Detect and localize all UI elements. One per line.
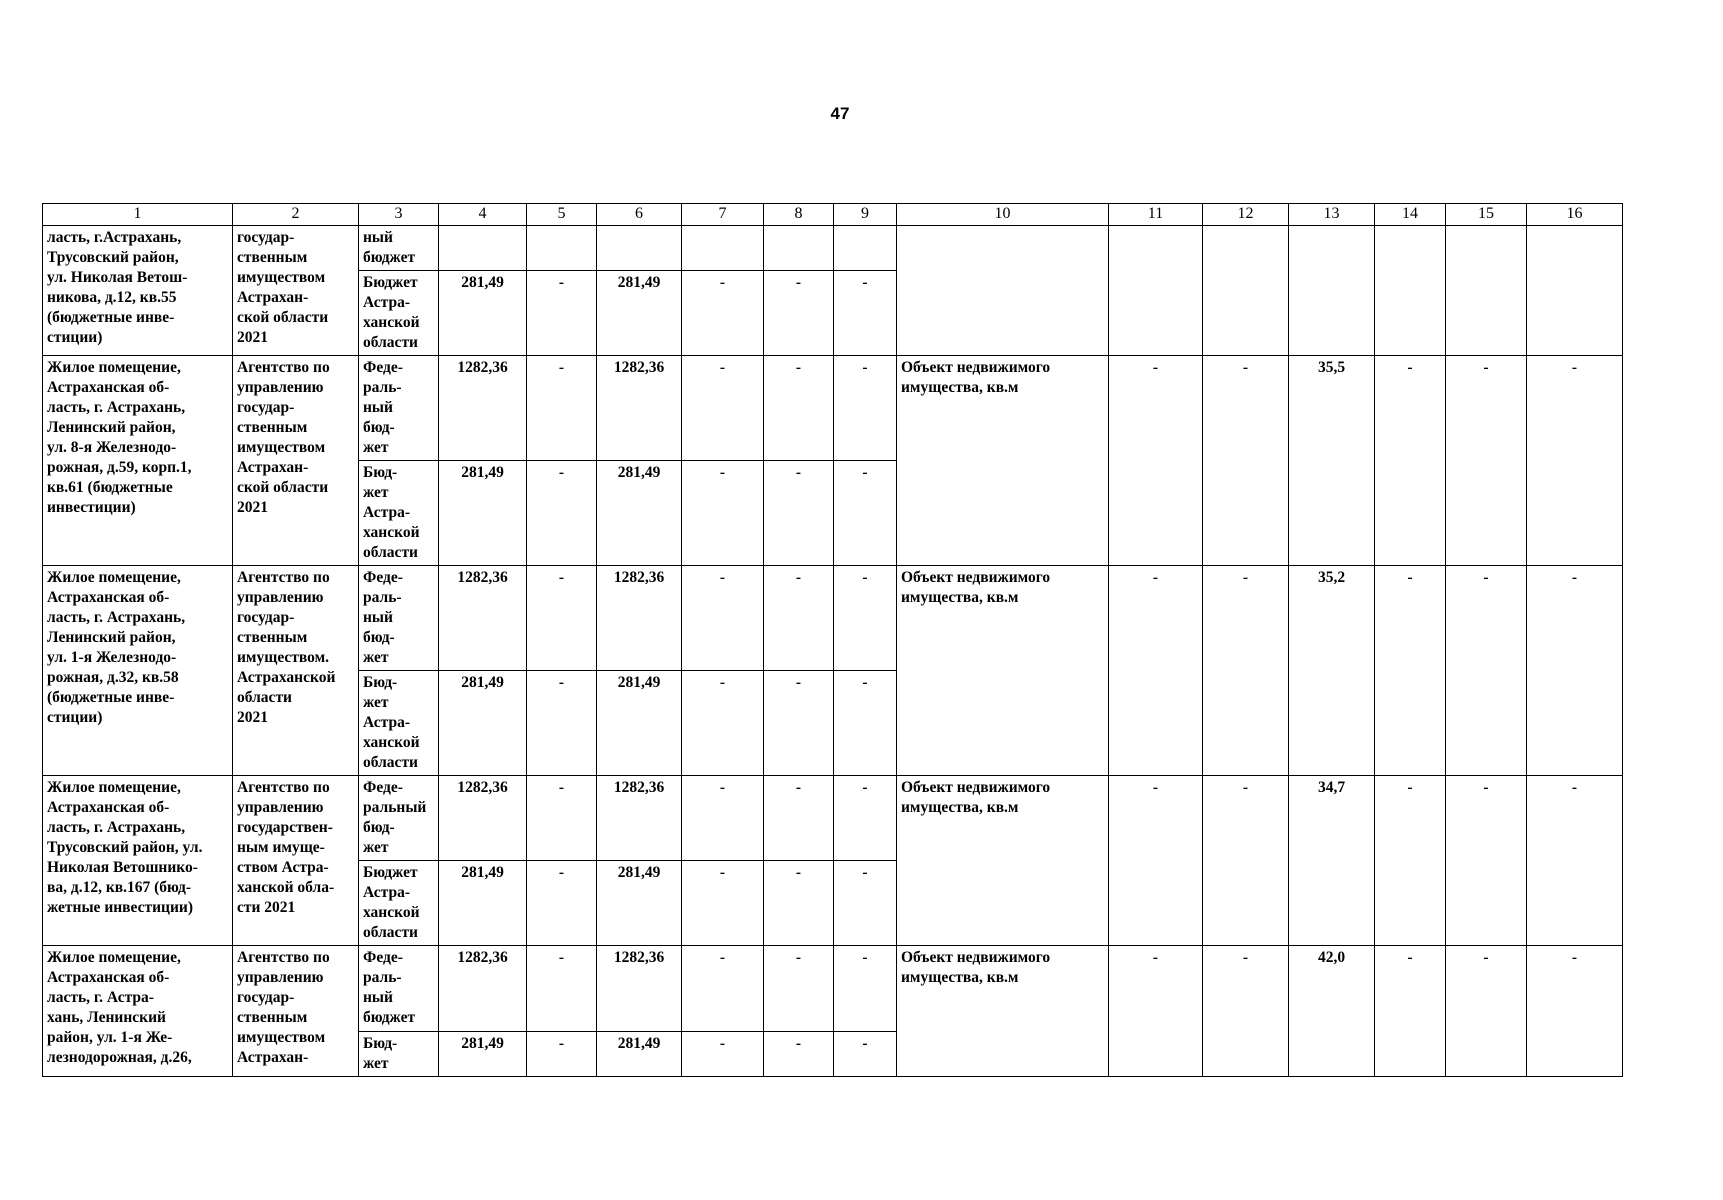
indicator-value-col12 <box>1203 226 1289 356</box>
funding-source-cell: Феде- раль- ный бюд- жет <box>359 356 439 461</box>
amount-cell-col7: - <box>682 1032 764 1077</box>
table-header-row <box>43 204 1623 226</box>
amount-cell-col4: 281,49 <box>439 1032 527 1077</box>
amount-cell-col7: - <box>682 271 764 356</box>
amount-cell-col4: 1282,36 <box>439 946 527 1032</box>
amount-cell-col6: 1282,36 <box>597 946 682 1032</box>
indicator-value-col13: 35,5 <box>1289 356 1375 566</box>
object-description-cell: Жилое помещение, Астраханская об- ласть, г. Астрахань, Ленинский район, ул. 8-я Железнодо- рожная, д.59, корп.1, кв.61 (бюджетные инвестиции) <box>43 356 233 566</box>
table-row <box>43 356 1623 461</box>
responsible-agency-cell: Агентство по управлению государ- ственным имуществом Астрахан- <box>233 946 359 1077</box>
amount-cell-col7: - <box>682 671 764 776</box>
responsible-agency-cell: Агентство по управлению государствен- ным имуще- ством Астра- ханской обла- сти 2021 <box>233 776 359 946</box>
amount-cell-col5: - <box>527 271 597 356</box>
amount-cell-col8: - <box>764 776 834 861</box>
indicator-value-col11: - <box>1109 566 1203 776</box>
funding-source-cell: ный бюджет <box>359 226 439 271</box>
amount-cell-col8: - <box>764 1032 834 1077</box>
indicator-value-col13: 34,7 <box>1289 776 1375 946</box>
indicator-value-col14: - <box>1375 566 1446 776</box>
column-header-7: 7 <box>682 204 764 226</box>
indicator-value-col11: - <box>1109 946 1203 1077</box>
object-description-cell: Жилое помещение, Астраханская об- ласть, г. Астрахань, Ленинский район, ул. 1-я Железнодо- рожная, д.32, кв.58 (бюджетные инве- стиции) <box>43 566 233 776</box>
amount-cell-col4: 281,49 <box>439 861 527 946</box>
table-row <box>43 776 1623 861</box>
amount-cell-col5: - <box>527 776 597 861</box>
indicator-value-col15: - <box>1446 566 1527 776</box>
amount-cell-col7: - <box>682 861 764 946</box>
column-header-16: 16 <box>1527 204 1623 226</box>
indicator-value-col13 <box>1289 226 1375 356</box>
column-header-11: 11 <box>1109 204 1203 226</box>
amount-cell-col6: 1282,36 <box>597 356 682 461</box>
column-header-12: 12 <box>1203 204 1289 226</box>
column-header-5: 5 <box>527 204 597 226</box>
indicator-value-col11: - <box>1109 776 1203 946</box>
amount-cell-col9: - <box>834 566 897 671</box>
funding-source-cell: Бюджет Астра- ханской области <box>359 271 439 356</box>
column-header-13: 13 <box>1289 204 1375 226</box>
indicator-name-cell: Объект недвижимого имущества, кв.м <box>897 776 1109 946</box>
amount-cell-col8: - <box>764 946 834 1032</box>
indicator-value-col15 <box>1446 226 1527 356</box>
amount-cell-col8 <box>764 226 834 271</box>
table-body <box>43 226 1623 1077</box>
amount-cell-col6: 1282,36 <box>597 776 682 861</box>
responsible-agency-cell: государ- ственным имуществом Астрахан- ской области 2021 <box>233 226 359 356</box>
indicator-value-col14: - <box>1375 776 1446 946</box>
indicator-value-col16: - <box>1527 776 1623 946</box>
amount-cell-col7: - <box>682 946 764 1032</box>
indicator-value-col11: - <box>1109 356 1203 566</box>
indicator-value-col12: - <box>1203 776 1289 946</box>
funding-source-cell: Феде- ральный бюд- жет <box>359 776 439 861</box>
amount-cell-col9: - <box>834 271 897 356</box>
funding-source-cell: Бюд- жет <box>359 1032 439 1077</box>
amount-cell-col4: 281,49 <box>439 671 527 776</box>
amount-cell-col4: 1282,36 <box>439 566 527 671</box>
amount-cell-col9: - <box>834 776 897 861</box>
column-header-1: 1 <box>43 204 233 226</box>
indicator-name-cell: Объект недвижимого имущества, кв.м <box>897 946 1109 1077</box>
amount-cell-col4: 281,49 <box>439 461 527 566</box>
amount-cell-col9: - <box>834 461 897 566</box>
amount-cell-col5: - <box>527 671 597 776</box>
page-number: 47 <box>830 104 850 123</box>
amount-cell-col9: - <box>834 671 897 776</box>
column-header-2: 2 <box>233 204 359 226</box>
funding-source-cell: Бюд- жет Астра- ханской области <box>359 671 439 776</box>
amount-cell-col8: - <box>764 861 834 946</box>
funding-source-cell: Бюджет Астра- ханской области <box>359 861 439 946</box>
object-description-cell: Жилое помещение, Астраханская об- ласть, г. Астрахань, Трусовский район, ул. Николая Ветошнико- ва, д.12, кв.167 (бюд- жетные инвестиции) <box>43 776 233 946</box>
indicator-value-col14 <box>1375 226 1446 356</box>
column-header-3: 3 <box>359 204 439 226</box>
amount-cell-col4: 1282,36 <box>439 356 527 461</box>
indicator-value-col12: - <box>1203 946 1289 1077</box>
column-header-14: 14 <box>1375 204 1446 226</box>
column-header-6: 6 <box>597 204 682 226</box>
amount-cell-col5 <box>527 226 597 271</box>
indicator-value-col15: - <box>1446 946 1527 1077</box>
column-header-10: 10 <box>897 204 1109 226</box>
amount-cell-col6: 281,49 <box>597 1032 682 1077</box>
table-row <box>43 946 1623 1032</box>
amount-cell-col4: 281,49 <box>439 271 527 356</box>
amount-cell-col8: - <box>764 671 834 776</box>
amount-cell-col4: 1282,36 <box>439 776 527 861</box>
indicator-value-col16: - <box>1527 566 1623 776</box>
responsible-agency-cell: Агентство по управлению государ- ственным имуществом Астрахан- ской области 2021 <box>233 356 359 566</box>
budget-table <box>42 203 1623 1077</box>
amount-cell-col5: - <box>527 861 597 946</box>
amount-cell-col6: 281,49 <box>597 861 682 946</box>
indicator-value-col12: - <box>1203 566 1289 776</box>
column-header-8: 8 <box>764 204 834 226</box>
indicator-value-col15: - <box>1446 776 1527 946</box>
indicator-value-col16: - <box>1527 946 1623 1077</box>
amount-cell-col8: - <box>764 461 834 566</box>
amount-cell-col5: - <box>527 946 597 1032</box>
indicator-value-col15: - <box>1446 356 1527 566</box>
amount-cell-col8: - <box>764 356 834 461</box>
amount-cell-col7: - <box>682 776 764 861</box>
amount-cell-col6: 1282,36 <box>597 566 682 671</box>
amount-cell-col7 <box>682 226 764 271</box>
table-row <box>43 566 1623 671</box>
amount-cell-col7: - <box>682 566 764 671</box>
funding-source-cell: Феде- раль- ный бюд- жет <box>359 566 439 671</box>
indicator-name-cell <box>897 226 1109 356</box>
indicator-name-cell: Объект недвижимого имущества, кв.м <box>897 356 1109 566</box>
amount-cell-col6: 281,49 <box>597 271 682 356</box>
object-description-cell: ласть, г.Астрахань, Трусовский район, ул. Николая Ветош- никова, д.12, кв.55 (бюджетные инве- стиции) <box>43 226 233 356</box>
amount-cell-col8: - <box>764 271 834 356</box>
amount-cell-col9: - <box>834 356 897 461</box>
indicator-value-col14: - <box>1375 356 1446 566</box>
amount-cell-col9: - <box>834 1032 897 1077</box>
amount-cell-col6: 281,49 <box>597 461 682 566</box>
column-header-9: 9 <box>834 204 897 226</box>
indicator-value-col12: - <box>1203 356 1289 566</box>
amount-cell-col9 <box>834 226 897 271</box>
amount-cell-col7: - <box>682 356 764 461</box>
indicator-value-col14: - <box>1375 946 1446 1077</box>
indicator-value-col13: 42,0 <box>1289 946 1375 1077</box>
amount-cell-col5: - <box>527 566 597 671</box>
funding-source-cell: Феде- раль- ный бюджет <box>359 946 439 1032</box>
indicator-name-cell: Объект недвижимого имущества, кв.м <box>897 566 1109 776</box>
amount-cell-col9: - <box>834 946 897 1032</box>
amount-cell-col7: - <box>682 461 764 566</box>
indicator-value-col16: - <box>1527 356 1623 566</box>
indicator-value-col16 <box>1527 226 1623 356</box>
column-header-15: 15 <box>1446 204 1527 226</box>
amount-cell-col5: - <box>527 1032 597 1077</box>
column-header-4: 4 <box>439 204 527 226</box>
indicator-value-col11 <box>1109 226 1203 356</box>
table-row <box>43 226 1623 271</box>
amount-cell-col4 <box>439 226 527 271</box>
amount-cell-col8: - <box>764 566 834 671</box>
amount-cell-col5: - <box>527 356 597 461</box>
responsible-agency-cell: Агентство по управлению государ- ственным имуществом. Астраханской области 2021 <box>233 566 359 776</box>
funding-source-cell: Бюд- жет Астра- ханской области <box>359 461 439 566</box>
object-description-cell: Жилое помещение, Астраханская об- ласть, г. Астра- хань, Ленинский район, ул. 1-я Же- лезнодорожная, д.26, <box>43 946 233 1077</box>
amount-cell-col6 <box>597 226 682 271</box>
amount-cell-col9: - <box>834 861 897 946</box>
indicator-value-col13: 35,2 <box>1289 566 1375 776</box>
amount-cell-col5: - <box>527 461 597 566</box>
amount-cell-col6: 281,49 <box>597 671 682 776</box>
